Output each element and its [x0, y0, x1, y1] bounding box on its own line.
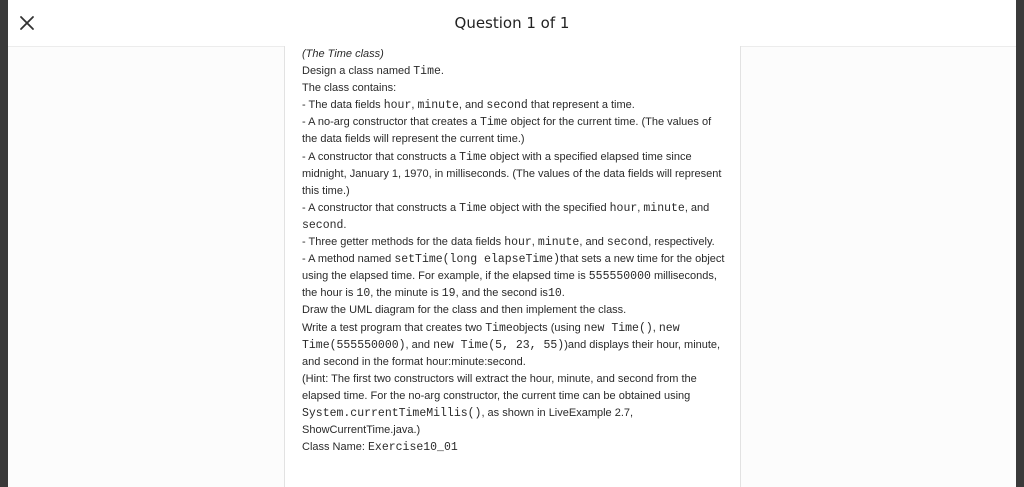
- question-panel[interactable]: [284, 46, 741, 487]
- code-current-time-millis: System.currentTimeMillis(): [302, 406, 482, 420]
- page-title: Question 1 of 1: [454, 14, 570, 32]
- question-text: [302, 46, 727, 456]
- code-minute: minute: [537, 236, 580, 250]
- test-suffix: )and displays their hour, minute, and second in the format hour:minute:second.: [302, 338, 721, 368]
- item-elapsed-constructor: [302, 149, 727, 200]
- item4-sep2: , and: [684, 201, 710, 214]
- code-new-time: new Time(): [583, 321, 653, 335]
- test-mid1: objects (using: [512, 321, 584, 334]
- item5-sep1: ,: [531, 236, 538, 249]
- code-new-time-elapsed: new Time(555550000): [302, 321, 680, 352]
- left-gutter: [8, 47, 284, 487]
- item1-prefix: - The data fields: [302, 99, 384, 112]
- item6-mid3: , the minute is: [370, 287, 442, 300]
- item4-prefix: - A constructor that constructs a: [302, 201, 460, 214]
- code-second: second: [606, 236, 649, 250]
- hint-prefix: (Hint: The first two constructors will extract the hour, minute, and second from the elapsed time. For the no-arg constructor, the current time can be obtained using: [302, 372, 697, 402]
- code-time: Time: [459, 150, 487, 164]
- code-time: Time: [459, 201, 487, 215]
- code-second-value: 10: [547, 287, 562, 301]
- item1-suffix: that represent a time.: [527, 99, 635, 112]
- code-minute-value: 19: [441, 287, 456, 301]
- contains-line: The class contains:: [302, 82, 397, 95]
- code-hour-value: 10: [356, 287, 371, 301]
- class-name-line: [302, 439, 727, 456]
- item5-sep2: , and: [579, 236, 607, 249]
- test-sep1: ,: [652, 321, 659, 334]
- code-hour: hour: [504, 236, 532, 250]
- question-modal: [8, 0, 1016, 487]
- code-new-time-hms: new Time(5, 23, 55): [433, 338, 565, 352]
- item6-prefix: - A method named: [302, 253, 395, 266]
- item6-mid2: milliseconds, the hour is: [302, 270, 717, 300]
- code-second: second: [486, 99, 528, 113]
- item6-suffix: .: [561, 287, 565, 300]
- design-line: [302, 63, 727, 80]
- code-second: second: [302, 218, 344, 232]
- item-noarg-constructor: [302, 114, 727, 148]
- code-minute: minute: [643, 201, 685, 215]
- item3-prefix: - A constructor that constructs a: [302, 150, 460, 163]
- item5-suffix: , respectively.: [648, 236, 715, 249]
- item-getters: [302, 234, 727, 251]
- class-name-label: Class Name:: [302, 441, 369, 454]
- design-prefix: Design a class named: [302, 65, 414, 78]
- draw-line: Draw the UML diagram for the class and then implement the class.: [302, 304, 627, 317]
- item6-mid1: that sets a new time for the object using the elapsed time. For example, if the elapsed time is: [302, 253, 725, 283]
- item5-prefix: - Three getter methods for the data fields: [302, 236, 505, 249]
- hint-line: [302, 371, 727, 439]
- code-settime: setTime(long elapseTime): [394, 253, 560, 267]
- code-time: Time: [479, 116, 508, 130]
- item-hms-constructor: [302, 200, 727, 234]
- item4-suffix: .: [343, 218, 347, 231]
- item6-mid4: , and the second is: [455, 287, 548, 300]
- design-suffix: .: [440, 65, 444, 78]
- item2-prefix: - A no-arg constructor that creates a: [302, 116, 480, 129]
- item1-sep1: ,: [411, 99, 418, 112]
- code-hour: hour: [383, 99, 412, 113]
- modal-header: [8, 0, 1016, 47]
- item3-suffix: object with a specified elapsed time since midnight, January 1, 1970, in milliseconds. (The values of the data fields will represent this time.): [302, 150, 722, 197]
- hint-suffix: , as shown in LiveExample 2.7, ShowCurrentTime.java.): [302, 406, 634, 437]
- question-heading: (The Time class): [302, 48, 384, 60]
- right-gutter: [740, 47, 1016, 487]
- code-minute: minute: [417, 99, 459, 113]
- test-prefix: Write a test program that creates two: [302, 321, 486, 334]
- item4-mid: object with the specified: [486, 201, 610, 214]
- class-name-value: Exercise10_01: [368, 441, 458, 455]
- class-name-code: Time: [413, 65, 441, 79]
- code-elapsed-value: 555550000: [588, 270, 651, 284]
- code-time: Time: [485, 321, 513, 335]
- code-hour: hour: [609, 201, 638, 215]
- item1-sep2: , and: [458, 99, 487, 112]
- item-settime: [302, 251, 727, 302]
- test-program-line: [302, 320, 727, 371]
- test-sep2: , and: [405, 338, 434, 351]
- item4-sep1: ,: [637, 201, 644, 214]
- item2-suffix: object for the current time. (The values of the data fields will represent the current time.): [302, 116, 712, 146]
- item-data-fields: [302, 97, 727, 114]
